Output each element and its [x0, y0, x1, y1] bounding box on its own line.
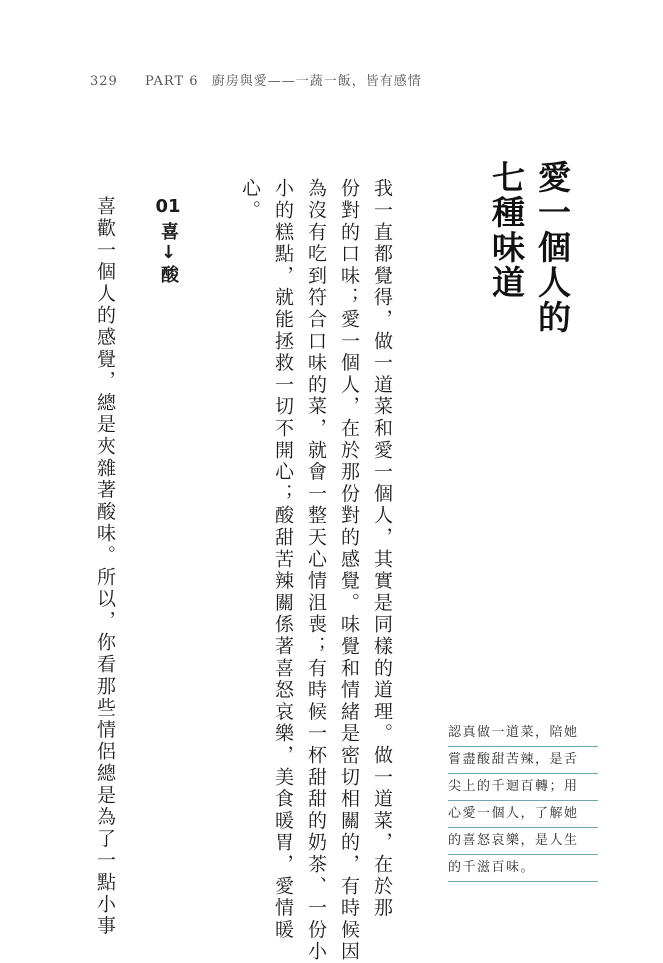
- section-number: 01: [155, 196, 181, 217]
- pull-quote-line: 的喜怒哀樂，是人生: [448, 828, 598, 855]
- article-body: 我一直都覺得，做一道菜和愛一個人，其實是同樣的道理。做一道菜，在於那 份對的口味；愛一個人，在於那份對的感覺。味覺和情緒是密切相關的，有時候因 為沒有吃到符合口味的菜，就會一整天心情沮喪；有時候一杯甜甜的奶茶、一份小 小的糕點，就能拯救一切不開心；酸甜苦辣關係著喜怒哀樂，美食暖胃，愛情暖 心。: [239, 178, 393, 963]
- section-text: 喜歡一個人的感覺，總是夾雜著酸味。所以，你看那些情侶總是為了一點小事: [94, 196, 116, 938]
- pull-quote-line: 的千滋百味。: [448, 855, 598, 882]
- page-number: 329: [90, 74, 118, 89]
- pull-quote: [448, 720, 598, 882]
- running-header: [90, 70, 422, 89]
- section-heading: 喜↓酸: [158, 222, 179, 285]
- article-title: 愛一個人的 七種味道: [487, 160, 572, 335]
- pull-quote-line: 尖上的千迴百轉；用: [448, 774, 598, 801]
- pull-quote-line: 嘗盡酸甜苦辣，是舌: [448, 747, 598, 774]
- chapter-title: 廚房與愛——一蔬一飯，皆有感情: [211, 74, 422, 89]
- pull-quote-line: 心愛一個人，了解她: [448, 801, 598, 828]
- part-label: PART 6: [144, 74, 199, 89]
- pull-quote-line: 認真做一道菜，陪她: [448, 720, 598, 747]
